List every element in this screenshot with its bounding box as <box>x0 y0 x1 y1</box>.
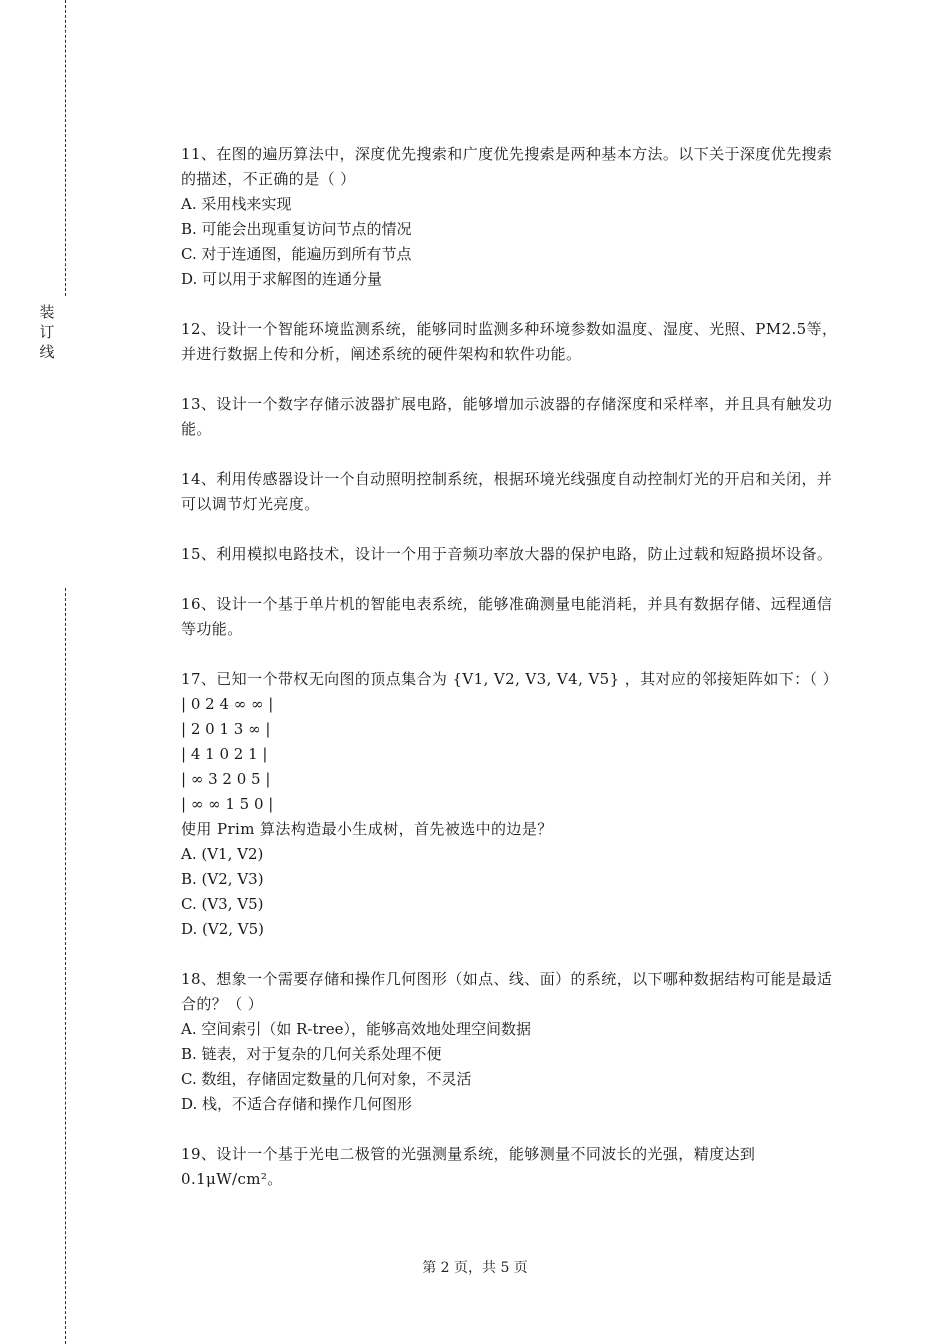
matrix-row: | ∞ ∞ 1 5 0 | <box>181 795 274 813</box>
option-b: B. 链表，对于复杂的几何关系处理不便 <box>181 1045 442 1063</box>
question-text: 15、利用模拟电路技术，设计一个用于音频功率放大器的保护电路，防止过载和短路损坏设备。 <box>181 545 833 563</box>
binding-char: 装 <box>39 303 55 321</box>
binding-dashed-line-bottom <box>65 588 66 1344</box>
matrix-row: | ∞ 3 2 0 5 | <box>181 770 271 788</box>
option-d: D. (V2, V5) <box>181 920 265 938</box>
question-14 <box>181 467 841 517</box>
matrix-row: | 2 0 1 3 ∞ | <box>181 720 271 738</box>
exam-content <box>181 142 841 1217</box>
question-text: 11、在图的遍历算法中，深度优先搜索和广度优先搜索是两种基本方法。以下关于深度优先搜索的描述，不正确的是（ ） <box>181 145 833 188</box>
binding-label <box>36 302 58 362</box>
question-text: 19、设计一个基于光电二极管的光强测量系统，能够测量不同波长的光强，精度达到0.1μW/cm²。 <box>181 1145 756 1188</box>
question-text: 17、已知一个带权无向图的顶点集合为 {V1, V2, V3, V4, V5} ，其对应的邻接矩阵如下：（ ） <box>181 670 839 688</box>
option-b: B. 可能会出现重复访问节点的情况 <box>181 220 412 238</box>
option-a: A. 空间索引（如 R-tree），能够高效地处理空间数据 <box>181 1020 531 1038</box>
option-c: C. 对于连通图，能遍历到所有节点 <box>181 245 412 263</box>
question-15 <box>181 542 841 567</box>
question-18 <box>181 967 841 1117</box>
question-13 <box>181 392 841 442</box>
binding-char: 订 <box>39 323 55 341</box>
question-17 <box>181 667 841 942</box>
question-16 <box>181 592 841 642</box>
option-a: A. 采用栈来实现 <box>181 195 292 213</box>
question-11 <box>181 142 841 292</box>
option-a: A. (V1, V2) <box>181 845 264 863</box>
matrix-row: | 0 2 4 ∞ ∞ | <box>181 695 274 713</box>
question-text: 18、想象一个需要存储和操作几何图形（如点、线、面）的系统，以下哪种数据结构可能是最适合的？（ ） <box>181 970 833 1013</box>
binding-dashed-line-top <box>65 0 66 296</box>
question-text: 13、设计一个数字存储示波器扩展电路，能够增加示波器的存储深度和采样率，并且具有触发功能。 <box>181 395 833 438</box>
question-12 <box>181 317 841 367</box>
matrix-row: | 4 1 0 2 1 | <box>181 745 268 763</box>
page-footer: 第 2 页，共 5 页 <box>422 1260 528 1276</box>
question-text: 12、设计一个智能环境监测系统，能够同时监测多种环境参数如温度、湿度、光照、PM2.5等，并进行数据上传和分析，阐述系统的硬件架构和软件功能。 <box>181 320 838 363</box>
binding-char: 线 <box>39 343 55 361</box>
option-d: D. 栈，不适合存储和操作几何图形 <box>181 1095 413 1113</box>
question-text: 14、利用传感器设计一个自动照明控制系统，根据环境光线强度自动控制灯光的开启和关闭，并可以调节灯光亮度。 <box>181 470 833 513</box>
question-19 <box>181 1142 841 1192</box>
option-b: B. (V2, V3) <box>181 870 264 888</box>
option-d: D. 可以用于求解图的连通分量 <box>181 270 383 288</box>
option-c: C. 数组，存储固定数量的几何对象，不灵活 <box>181 1070 472 1088</box>
question-prompt: 使用 Prim 算法构造最小生成树，首先被选中的边是？ <box>181 820 553 838</box>
question-text: 16、设计一个基于单片机的智能电表系统，能够准确测量电能消耗，并具有数据存储、远程通信等功能。 <box>181 595 833 638</box>
option-c: C. (V3, V5) <box>181 895 264 913</box>
